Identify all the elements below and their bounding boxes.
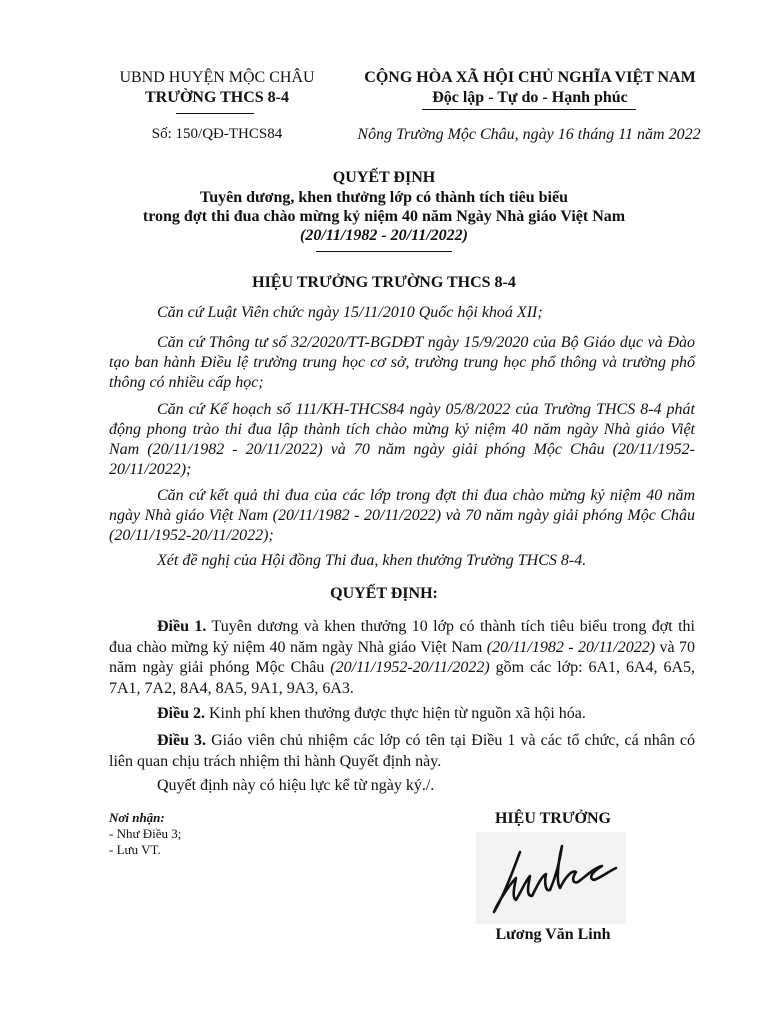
article-1-date-a: (20/11/1982 - 20/11/2022) (486, 638, 656, 656)
effective-clause: Quyết định này có hiệu lực kể từ ngày ký./. (157, 777, 435, 794)
article-2-label: Điều 2. (157, 705, 205, 722)
article-1 (109, 617, 695, 699)
legal-basis-4: Căn cứ kết quả thi đua của các lớp trong đợt thi đua chào mừng kỷ niệm 40 năm ngày Nhà giáo Việt Nam (20/11/1982 - 20/11/2022) và 70 năm ngày giải phóng Mộc Châu (20/11/1952-20/11/2022); (109, 487, 695, 544)
national-motto: Độc lập - Tự do - Hạnh phúc (432, 89, 628, 106)
school-name: TRƯỜNG THCS 8-4 (144, 89, 289, 106)
document-number: Số: 150/QĐ-THCS84 (151, 126, 283, 142)
article-3-label: Điều 3. (157, 732, 207, 749)
article-2 (109, 704, 695, 725)
signer-name: Lương Văn Linh (495, 926, 611, 943)
article-1-text-b: và 70 năm ngày giải phóng Mộc Châu (109, 638, 696, 676)
legal-basis-1: Căn cứ Luật Viên chức ngày 15/11/2010 Quốc hội khoá XII; (157, 304, 543, 321)
legal-basis-3: Căn cứ Kế hoạch số 111/KH-THCS84 ngày 05/8/2022 của Trường THCS 8-4 phát động phong trào thi đua lập thành tích chào mừng kỷ niệm 40 năm ngày Nhà giáo Việt Nam (20/11/1982 - 20/11/2022) và 70 năm ngày giải phóng Mộc Châu (20/11/1952-20/11/2022); (109, 401, 695, 478)
title-line-1: Tuyên dương, khen thưởng lớp có thành tích tiêu biểu (200, 189, 568, 206)
legal-basis-2: Căn cứ Thông tư số 32/2020/TT-BGDĐT ngày 15/9/2020 của Bộ Giáo dục và Đào tạo ban hành Điều lệ trường trung học cơ sở, trường trung học phổ thông và trường phổ thông có nhiều cấp học; (109, 334, 695, 391)
legal-basis-5: Xét đề nghị của Hội đồng Thi đua, khen thưởng Trường THCS 8-4. (157, 552, 587, 569)
title-line-2: trong đợt thi đua chào mừng kỷ niệm 40 năm Ngày Nhà giáo Việt Nam (142, 208, 626, 225)
agency-underline (176, 113, 254, 114)
national-title: CỘNG HÒA XÃ HỘI CHỦ NGHĨA VIỆT NAM (364, 69, 696, 86)
article-3 (109, 731, 695, 772)
article-1-text-c: gồm các lớp: 6A1, 6A4, 6A5, 7A1, 7A2, 8A4, 8A5, 9A1, 9A3, 6A3. (109, 659, 696, 697)
signature-area (476, 832, 626, 924)
article-1-label: Điều 1. (157, 618, 207, 635)
recipient-item: - Lưu VT. (109, 842, 161, 857)
recipients-title: Nơi nhận: (109, 810, 165, 825)
national-block (340, 68, 720, 108)
title-block (60, 168, 708, 245)
article-3-text: Giáo viên chủ nhiệm các lớp có tên tại Điều 1 và các tổ chức, cá nhân có liên quan chịu trách nhiệm thi hành Quyết định này. (109, 732, 696, 770)
place-date: Nông Trường Mộc Châu, ngày 16 tháng 11 năm 2022 (357, 126, 701, 143)
title-line-3: (20/11/1982 - 20/11/2022) (300, 227, 468, 244)
decision-heading: QUYẾT ĐỊNH: (330, 585, 438, 602)
article-1-text-a: Tuyên dương và khen thưởng 10 lớp có thành tích tiêu biểu trong đợt thi đua chào mừng kỷ niệm 40 năm ngày Nhà giáo Việt Nam (109, 618, 696, 656)
agency-name: UBND HUYỆN MỘC CHÂU (119, 69, 315, 86)
title-underline (316, 251, 452, 252)
motto-underline (422, 109, 636, 110)
signer-position: HIỆU TRƯỞNG (494, 810, 611, 827)
recipients-block (109, 810, 181, 858)
article-2-text: Kinh phí khen thưởng được thực hiện từ nguồn xã hội hóa. (205, 705, 586, 722)
article-1-date-b: (20/11/1952-20/11/2022) (330, 659, 490, 676)
document-type: QUYẾT ĐỊNH (332, 169, 436, 186)
agency-block (104, 68, 330, 108)
signature-image (476, 832, 626, 924)
issuing-authority: HIỆU TRƯỞNG TRƯỜNG THCS 8-4 (252, 274, 516, 291)
recipient-item: - Như Điều 3; (109, 826, 182, 841)
